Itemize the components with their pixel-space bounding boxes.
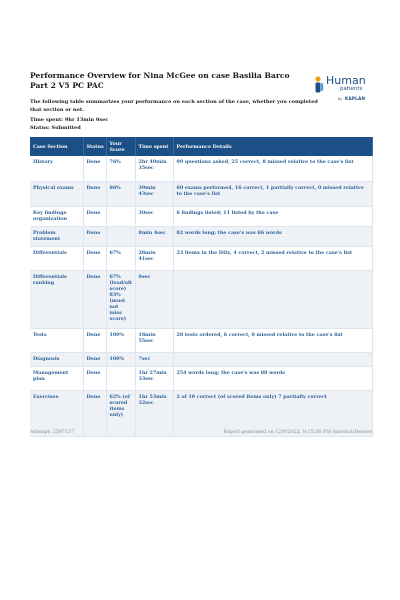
cell-section: Exercises [30, 390, 83, 436]
table-row [30, 352, 372, 366]
table-row [30, 246, 372, 270]
header-time-spent: Time spent [135, 137, 173, 156]
status-text: Status: Submitted [30, 125, 81, 131]
cell-section: Management plan [30, 366, 83, 390]
cell-section: Differentials ranking [30, 270, 83, 328]
cell-time: 8min 4sec [135, 226, 173, 246]
cell-time: 1hr 53min 32sec [135, 390, 173, 436]
cell-details: 23 items in the DDx, 4 correct, 2 missed relative to the case's list [173, 246, 372, 270]
table-row [30, 206, 372, 226]
cell-score: 100% [106, 352, 135, 366]
cell-status: Done [83, 328, 106, 352]
cell-score [106, 226, 135, 246]
cell-time: 2hr 49min 35sec [135, 156, 173, 181]
cell-details: 99 questions asked, 25 correct, 8 missed relative to the case's list [173, 156, 372, 181]
cell-section: History [30, 156, 83, 181]
cell-details: 60 exams performed, 16 correct, 1 partially correct, 0 missed relative to the case's list [173, 181, 372, 206]
cell-details: 254 words long; the case's was 88 words [173, 366, 372, 390]
cell-time: 0sec [135, 270, 173, 328]
table-row [30, 181, 372, 206]
table-row [30, 270, 372, 328]
cell-status: Done [83, 226, 106, 246]
attempt-id: Attempt: 2597137 [30, 430, 75, 435]
cell-details: 2 of 10 correct (of scored items only) 7 partially correct [173, 390, 372, 436]
ihuman-figure-icon [312, 76, 326, 94]
cell-time: 39min 43sec [135, 181, 173, 206]
cell-time: 16min 55sec [135, 328, 173, 352]
cell-section: Diagnosis [30, 352, 83, 366]
cell-details: 28 tests ordered, 6 correct, 0 missed relative to the case's list [173, 328, 372, 352]
table-row [30, 156, 372, 181]
cell-details: 6 findings listed; 11 listed by the case [173, 206, 372, 226]
logo-human-text: Human [326, 74, 366, 87]
cell-score: 62% (of scored items only) [106, 390, 135, 436]
cell-section: Problem statement [30, 226, 83, 246]
table-header-row [30, 137, 372, 156]
cell-status: Done [83, 206, 106, 226]
table-row [30, 226, 372, 246]
report-generated: Report generated on 12/9/2022, 8:15:56 PM America/Denver [223, 430, 372, 435]
time-spent: Time spent: 9hr 13min 0sec [30, 117, 109, 123]
cell-status: Done [83, 246, 106, 270]
cell-score: 67% [106, 246, 135, 270]
cell-score: 86% [106, 181, 135, 206]
cell-score [106, 206, 135, 226]
ihuman-patients-logo [312, 76, 372, 106]
cell-section: Key findings organization [30, 206, 83, 226]
logo-patients-text: patients [340, 86, 363, 92]
cell-section: Tests [30, 328, 83, 352]
logo-by-text: by [338, 97, 343, 101]
cell-time: 30sec [135, 206, 173, 226]
intro-text: The following table summarizes your performance on each section of the case, whether you completed that section or not. [30, 99, 318, 113]
cell-score: 100% [106, 328, 135, 352]
cell-status: Done [83, 390, 106, 436]
cell-details [173, 352, 372, 366]
cell-score: 76% [106, 156, 135, 181]
header-status: Status [83, 137, 106, 156]
cell-section: Physical exams [30, 181, 83, 206]
cell-status: Done [83, 156, 106, 181]
cell-status: Done [83, 181, 106, 206]
table-row [30, 366, 372, 390]
logo-kaplan-text: KAPLAN [345, 96, 366, 101]
header-case-section: Case Section [30, 137, 83, 156]
cell-status: Done [83, 366, 106, 390]
header-performance-details: Performance Details [173, 137, 372, 156]
cell-details [173, 270, 372, 328]
cell-score: 67% (lead/alt score) 83% (must not miss score) [106, 270, 135, 328]
page-title: Performance Overview for Nina McGee on case Basilia Barco Part 2 V5 PC PAC [30, 71, 290, 90]
cell-time: 26min 41sec [135, 246, 173, 270]
cell-details: 82 words long; the case's was 66 words [173, 226, 372, 246]
cell-status: Done [83, 270, 106, 328]
cell-time: 1hr 27min 33sec [135, 366, 173, 390]
table-row [30, 328, 372, 352]
performance-table [30, 137, 373, 437]
header-your-score: Your Score [106, 137, 135, 156]
cell-score [106, 366, 135, 390]
cell-status: Done [83, 352, 106, 366]
cell-section: Differentials [30, 246, 83, 270]
cell-time: 7sec [135, 352, 173, 366]
